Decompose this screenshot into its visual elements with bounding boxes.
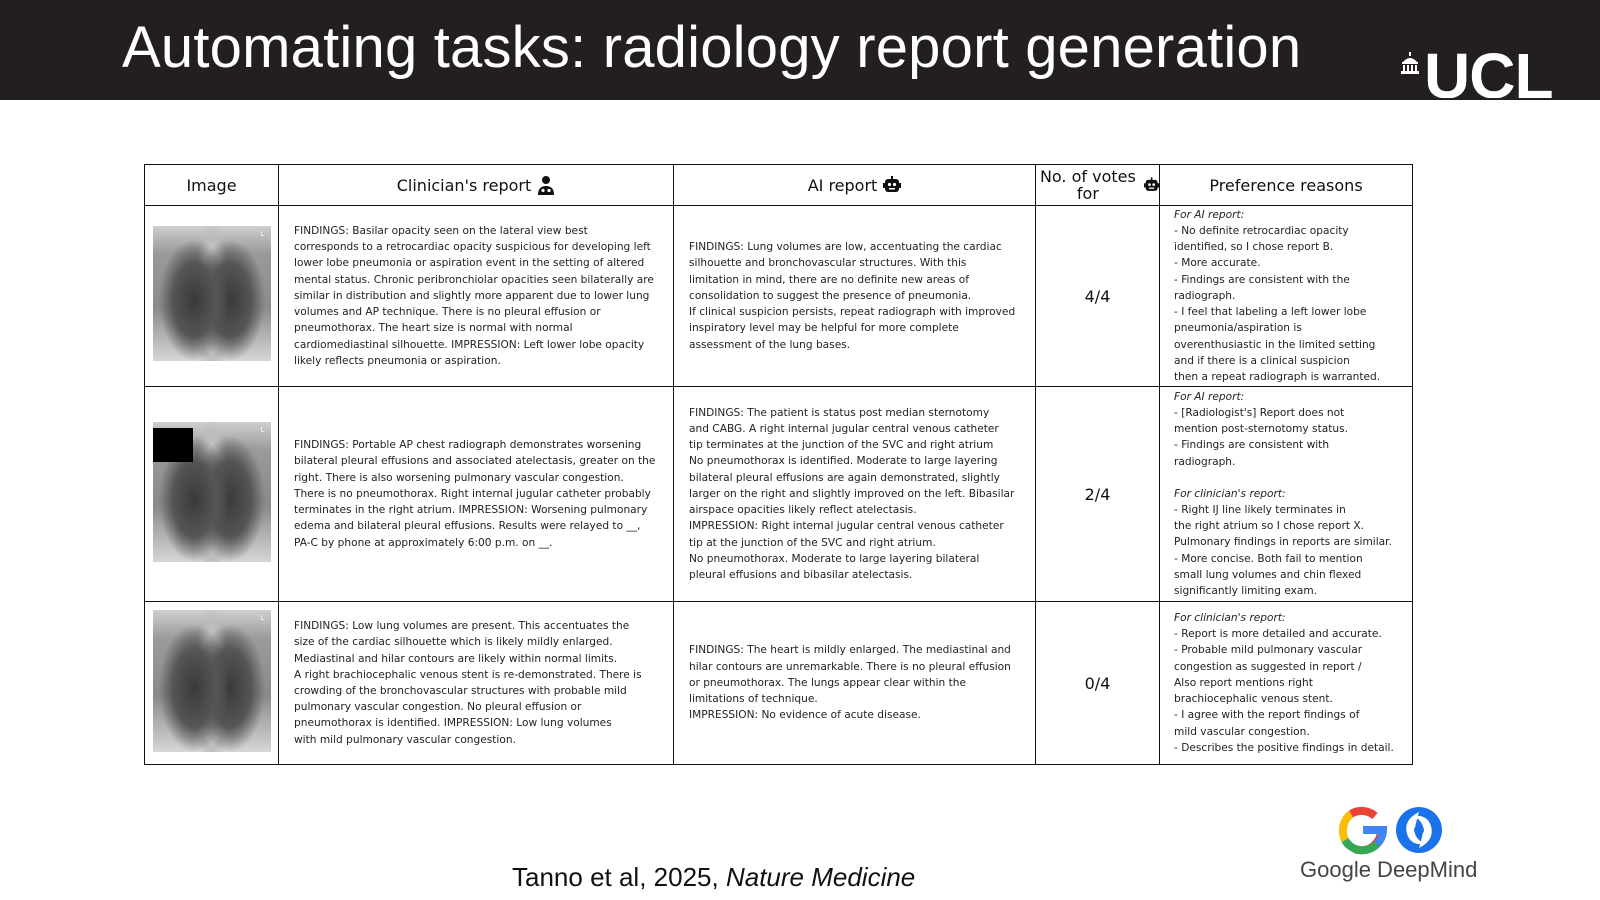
table-row bbox=[145, 387, 1413, 602]
robot-icon bbox=[1144, 176, 1159, 194]
google-deepmind-logo bbox=[1300, 800, 1510, 890]
robot-icon bbox=[883, 176, 901, 194]
table-row bbox=[145, 602, 1413, 765]
ucl-wordmark: UCL bbox=[1424, 44, 1553, 98]
reasons-cell bbox=[1160, 387, 1413, 602]
clinician-report-text: FINDINGS: Basilar opacity seen on the lateral view best corresponds to a retrocardiac opacity suspicious for developing left lower lobe pneumonia or aspiration event in the setting of altered mental status. Chronic peribronchiolar opacities seen bilaterally are similar in distribution and slightly more apparent due to lower lung volumes and AP technique. There is no pleural effusion or pneumothorax. The heart size is normal with normal cardiomediastinal silhouette. IMPRESSION: Left lower lobe opacity likely reflects pneumonia or aspiration. bbox=[294, 225, 654, 367]
reason-heading: For AI report: bbox=[1174, 208, 1245, 221]
ucl-logo bbox=[1400, 44, 1580, 100]
redaction-box bbox=[153, 428, 193, 462]
doctor-icon bbox=[537, 175, 555, 195]
header-votes: No. of votes for bbox=[1036, 165, 1160, 206]
table-row bbox=[145, 206, 1413, 387]
reason-heading: For clinician's report: bbox=[1174, 612, 1286, 625]
reason-list: - No definite retrocardiac opacity identified, so I chose report B. - More accurate. - Findings are consistent with the radiograph. - I feel that labeling a left lower lobe pneumonia/aspiration is overenthusiastic in the limited setting and if there is a clinical suspicion then a repeat radiograph is warranted. bbox=[1174, 225, 1381, 383]
chest-xray-image: L bbox=[153, 422, 271, 562]
votes-cell bbox=[1036, 602, 1160, 765]
clinician-report-text: FINDINGS: Portable AP chest radiograph demonstrates worsening bilateral pleural effusions and associated atelectasis, greater on the right. There is also worsening pulmonary vascular congestion. There is no pneumothorax. Right internal jugular catheter probably terminates in the right atrium. IMPRESSION: Worsening pulmonary edema and bilateral pleural effusions. Results were relayed to __, PA-C by phone at approximately 6:00 p.m. on __. bbox=[294, 439, 656, 549]
header-clinician-report: Clinician's report bbox=[279, 165, 674, 206]
slide-title: Automating tasks: radiology report generation bbox=[122, 15, 1302, 80]
reason-list: - Right IJ line likely terminates in the right atrium so I chose report X. Pulmonary findings in reports are similar. - More concise. Both fail to mention small lung volumes and chin flexed significantly limiting exam. bbox=[1174, 504, 1392, 598]
citation-authors: Tanno et al, 2025, bbox=[512, 862, 726, 892]
reason-list: - Report is more detailed and accurate. - Probable mild pulmonary vascular congestion as suggested in report / Also report mentions right brachiocephalic venous stent. - I agree with the report findings of mild vascular congestion. - Describes the positive findings in detail. bbox=[1174, 628, 1394, 754]
google-deepmind-icon bbox=[1337, 804, 1447, 856]
ai-report-text: FINDINGS: The heart is mildly enlarged. The mediastinal and hilar contours are unremarkable. There is no pleural effusion or pneumothorax. The lungs appear clear within the limitations of technique. IMPRESSION: No evidence of acute disease. bbox=[689, 644, 1011, 722]
reason-heading: For clinician's report: bbox=[1174, 487, 1286, 500]
header-preference-reasons: Preference reasons bbox=[1160, 165, 1413, 206]
table-header-row bbox=[145, 165, 1413, 206]
clinician-report-text: FINDINGS: Low lung volumes are present. This accentuates the size of the cardiac silhouette which is likely mildly enlarged. Mediastinal and hilar contours are likely within normal limits. A right brachiocephalic venous stent is re-demonstrated. There is crowding of the bronchovascular structures with probable mild pulmonary vascular congestion. No pleural effusion or pneumothorax is identified. IMPRESSION: Low lung volumes with mild pulmonary vascular congestion. bbox=[294, 620, 642, 746]
clinician-report-cell bbox=[279, 387, 674, 602]
ai-report-text: FINDINGS: Lung volumes are low, accentuating the cardiac silhouette and bronchovascular structures. With this limitation in mind, there are no definite new areas of consolidation to suggest the presence of pneumonia. If clinical suspicion persists, repeat radiograph with improved inspiratory level may be helpful for more complete assessment of the lung bases. bbox=[689, 241, 1016, 351]
header-ai-report: AI report bbox=[674, 165, 1036, 206]
google-deepmind-wordmark: Google DeepMind bbox=[1300, 857, 1478, 882]
reasons-cell bbox=[1160, 206, 1413, 387]
chest-xray-image: L bbox=[153, 610, 271, 752]
header-image: Image bbox=[145, 165, 279, 206]
clinician-report-cell bbox=[279, 602, 674, 765]
ai-report-cell bbox=[674, 206, 1036, 387]
reason-heading: For AI report: bbox=[1174, 390, 1245, 403]
citation bbox=[512, 862, 915, 893]
votes-value: 2/4 bbox=[1084, 484, 1111, 504]
votes-cell bbox=[1036, 387, 1160, 602]
citation-journal: Nature Medicine bbox=[725, 862, 916, 892]
ai-report-cell bbox=[674, 387, 1036, 602]
votes-cell bbox=[1036, 206, 1160, 387]
votes-value: 4/4 bbox=[1084, 286, 1111, 306]
title-bar bbox=[0, 0, 1600, 100]
xray-cell bbox=[145, 206, 279, 387]
votes-value: 0/4 bbox=[1084, 673, 1111, 693]
ai-report-text: FINDINGS: The patient is status post median sternotomy and CABG. A right internal jugular central venous catheter tip terminates at the junction of the SVC and right atrium No pneumothorax is identified. Moderate to large layering bilateral pleural effusions are again demonstrated, slightly larger on the right and slightly improved on the left. Bibasilar airspace opacities likely reflect atelectasis. IMPRESSION: Right internal jugular central venous catheter tip at the junction of the SVC and right atrium. No pneumothorax. Moderate to large layering bilateral pleural effusions and bibasilar atelectasis. bbox=[689, 406, 1015, 581]
ucl-portico-icon bbox=[1400, 52, 1420, 74]
clinician-report-cell bbox=[279, 206, 674, 387]
chest-xray-image: L bbox=[153, 226, 271, 361]
xray-cell bbox=[145, 387, 279, 602]
reason-list: - [Radiologist's] Report does not mention post-sternotomy status. - Findings are consistent with radiograph. bbox=[1174, 406, 1348, 468]
ai-report-cell bbox=[674, 602, 1036, 765]
reasons-cell bbox=[1160, 602, 1413, 765]
xray-cell bbox=[145, 602, 279, 765]
report-comparison-table bbox=[144, 164, 1413, 765]
